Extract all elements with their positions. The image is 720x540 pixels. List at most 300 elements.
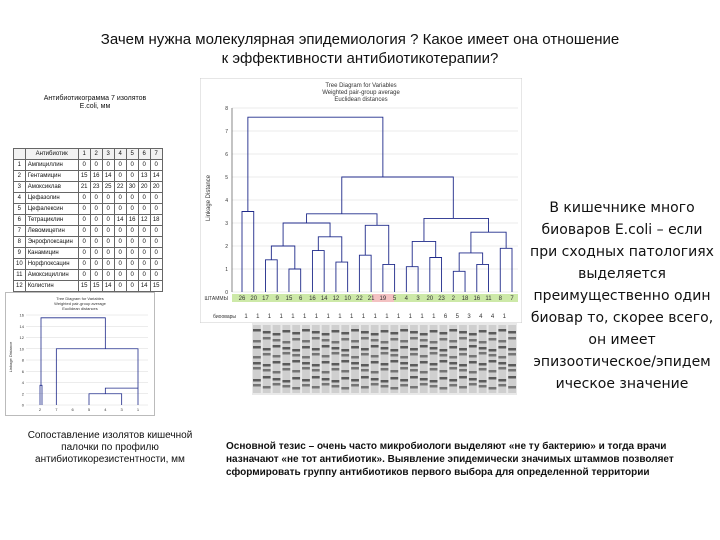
gel-band [253,367,261,370]
gel-lane [282,325,290,393]
biovar-label: 1 [396,314,401,320]
gel-band [430,385,438,388]
gel-band [273,378,281,381]
gel-band [322,339,330,342]
leaf-label: 23 [438,296,445,302]
zone-value: 0 [78,193,90,204]
gel-lane [439,325,447,393]
antibiogram-row [14,204,163,215]
antibiogram-row [14,259,163,270]
gel-band [381,385,389,388]
dendrogram-title: Tree Diagram for Variables [325,83,397,89]
antibiotic-name: Амоксиклав [25,182,78,193]
zone-value: 16 [90,171,102,182]
y-tick-label: 10 [19,346,24,352]
biovar-label: 1 [408,314,413,320]
row-number: 5 [14,204,26,215]
gel-band [371,378,379,381]
zone-value: 0 [126,226,138,237]
gel-band [459,369,467,372]
leaf-label: 10 [344,296,351,302]
leaf-label: 1 [136,407,140,412]
biovar-label: 1 [373,314,377,320]
gel-band [312,353,320,356]
linkage-line [89,394,122,405]
gel-band [498,356,506,359]
gel-band [341,338,349,341]
gel-band [253,329,261,332]
gel-band [302,379,310,382]
gel-band [390,349,398,352]
y-tick-label: 3 [225,221,228,227]
zone-value: 12 [138,215,150,226]
row-number: 4 [14,193,26,204]
gel-band [273,339,281,342]
dendrogram-subtitle: Weighted pair-group average [54,301,106,306]
gel-band [351,362,359,365]
gel-band [420,345,428,348]
gel-band [410,353,418,356]
zone-value: 0 [90,237,102,248]
zone-value: 0 [114,259,126,270]
isolate-header: 7 [150,149,162,160]
gel-band [341,332,349,335]
gel-band [489,349,497,352]
zone-value: 0 [126,193,138,204]
gel-band [469,345,477,348]
gel-band [498,384,506,387]
gel-band [292,387,300,390]
leaf-label: 6 [299,296,303,302]
y-tick-label: 5 [225,175,228,181]
gel-band [469,378,477,381]
gel-lane [292,325,300,393]
gel-band [361,331,369,334]
biovar-label: 1 [338,314,342,320]
gel-band [439,338,447,341]
gel-lane [430,325,438,393]
gel-band [253,346,261,349]
gel-band [420,333,428,336]
gel-band [508,348,516,351]
zone-value: 0 [90,204,102,215]
y-tick-label: 8 [225,106,228,112]
gel-band [361,376,369,379]
zone-value: 0 [90,259,102,270]
zone-value: 22 [114,182,126,193]
gel-band [381,352,389,355]
gel-band [390,370,398,373]
zone-value: 0 [126,270,138,281]
biovar-row-label: биоовары [213,314,236,320]
y-tick-label: 12 [19,335,24,340]
gel-band [292,360,300,363]
gel-lane [332,325,340,393]
leaf-label: 16 [473,296,481,302]
gel-band [361,353,369,356]
zone-value: 0 [114,193,126,204]
gel-band [361,386,369,389]
zone-value: 0 [102,226,114,237]
gel-band [449,367,457,370]
gel-band [263,369,271,372]
gel-band [332,341,340,344]
gel-band [449,356,457,359]
zone-value: 0 [114,248,126,259]
zone-value: 0 [78,248,90,259]
zone-value: 0 [138,193,150,204]
zone-value: 0 [90,193,102,204]
gel-band [400,379,408,382]
biovar-label: 1 [291,314,295,320]
zone-value: 0 [138,204,150,215]
dendrogram-subtitle: Euclidean distances [334,97,388,103]
gel-band [469,339,477,342]
gel-band [371,355,379,358]
leaf-label: 15 [285,296,293,302]
gel-band [449,340,457,343]
gel-band [498,379,506,382]
y-tick-label: 6 [21,368,24,374]
zone-value: 0 [114,270,126,281]
antibiogram-row [14,160,163,171]
isolate-header: 6 [138,149,150,160]
biovar-label: 1 [502,314,506,320]
gel-band [381,341,389,344]
gel-band [469,361,477,364]
zone-value: 15 [90,281,102,292]
zone-value: 14 [102,171,114,182]
gel-band [302,346,310,349]
leaf-label: 22 [356,296,363,302]
gel-band [302,367,310,370]
y-tick-label: 2 [21,391,24,397]
gel-band [292,349,300,352]
gel-band [292,370,300,373]
gel-band [302,356,310,359]
zone-value: 15 [78,281,90,292]
gel-band [263,348,271,351]
leaf-label: 8 [498,296,502,302]
leaf-label: 3 [416,296,420,302]
zone-value: 0 [138,226,150,237]
gel-band [381,363,389,366]
gel-band [282,368,290,371]
gel-band [302,329,310,332]
gel-band [430,363,438,366]
row-number: 10 [14,259,26,270]
gel-band [390,360,398,363]
gel-band [322,345,330,348]
gel-band [410,364,418,367]
leaf-label: 19 [379,296,387,302]
gel-band [410,331,418,334]
gel-band [459,386,467,389]
zone-value: 0 [102,270,114,281]
gel-band [400,329,408,332]
zone-value: 0 [90,215,102,226]
y-tick-label: 2 [225,244,228,250]
row-number: 6 [14,215,26,226]
small-dendrogram [5,292,155,416]
zone-value: 15 [150,281,162,292]
leaf-label: 3 [120,407,123,412]
zone-value: 0 [78,226,90,237]
gel-band [439,332,447,335]
row-number: 9 [14,248,26,259]
antibiotic-name: Норфлоксацин [25,259,78,270]
gel-band [341,354,349,357]
zone-value: 0 [126,281,138,292]
gel-band [479,385,487,388]
gel-band [410,348,418,351]
gel-band [508,353,516,356]
gel-band [390,338,398,341]
gel-band [312,364,320,367]
antibiogram-row [14,193,163,204]
gel-band [361,364,369,367]
gel-lane [508,325,516,393]
gel-band [322,371,330,374]
gel-band [273,383,281,386]
gel-band [430,330,438,333]
gel-lane [381,325,389,393]
zone-value: 0 [102,193,114,204]
antibiogram-row [14,182,163,193]
gel-band [498,346,506,349]
biovar-label: 6 [443,314,448,320]
zone-value: 0 [78,204,90,215]
gel-band [341,377,349,380]
zone-value: 13 [138,171,150,182]
row-number: 3 [14,182,26,193]
gel-band [263,364,271,367]
gel-band [410,337,418,340]
biovar-label: 1 [326,314,330,320]
zone-value: 0 [138,259,150,270]
zone-value: 0 [102,215,114,226]
gel-band [498,362,506,365]
biovar-label: 1 [432,314,436,320]
antibiogram-row [14,281,163,292]
zone-value: 0 [114,226,126,237]
gel-lane [312,325,320,393]
zone-value: 0 [126,259,138,270]
antibiogram-body [14,160,163,292]
gel-band [459,348,467,351]
antibiotic-name: Амоксициллин [25,270,78,281]
leaf-label: 16 [309,296,316,302]
zone-value: 0 [90,270,102,281]
gel-band [332,380,340,383]
gel-lane [498,325,506,393]
gel-band [439,354,447,357]
gel-band [390,332,398,335]
gel-band [449,329,457,332]
zone-value: 0 [138,270,150,281]
gel-band [381,380,389,383]
gel-band [282,385,290,388]
y-axis-label: Linkage Distance [8,341,13,373]
y-tick-label: 1 [225,267,228,273]
gel-band [430,380,438,383]
zone-value: 0 [102,204,114,215]
gel-band [420,339,428,342]
zone-value: 0 [90,160,102,171]
gel-band [489,387,497,390]
gel-lane [459,325,467,393]
biovar-label: 4 [490,314,495,320]
gel-lane [263,325,271,393]
gel-band [420,371,428,374]
y-tick-label: 8 [21,357,24,363]
antibiotic-name: Колистин [25,281,78,292]
gel-lane [479,325,487,393]
row-number: 8 [14,237,26,248]
gel-band [479,347,487,350]
antibiotic-name: Ампициллин [25,160,78,171]
gel-band [430,347,438,350]
gel-band [371,333,379,336]
gel-band [459,331,467,334]
gel-band [498,340,506,343]
leaf-label: 4 [104,407,107,412]
zone-value: 14 [150,171,162,182]
gel-lane [253,325,261,393]
gel-band [508,376,516,379]
row-number: 11 [14,270,26,281]
gel-band [332,363,340,366]
gel-band [400,384,408,387]
gel-band [253,362,261,365]
leaf-label: 20 [250,296,258,302]
gel-band [322,333,330,336]
antibiogram-row [14,171,163,182]
linkage-line [40,385,42,405]
antibiotic-name: Тетрациклин [25,215,78,226]
zone-value: 0 [150,248,162,259]
leaf-label: 7 [55,407,58,412]
zone-value: 0 [78,215,90,226]
slide-title: Зачем нужна молекулярная эпидемиология ? Какое имеет она отношение к эффективности антибиотикотерапии? [100,31,620,67]
linkage-line [41,318,105,386]
zone-value: 25 [102,182,114,193]
antibiotic-name: Канамицин [25,248,78,259]
gel-band [469,383,477,386]
leaf-label: 5 [87,407,91,412]
gel-band [371,339,379,342]
gel-band [312,369,320,372]
gel-band [332,330,340,333]
zone-value: 0 [150,193,162,204]
gel-band [508,337,516,340]
comparison-caption: Сопоставление изолятов кишечной палочки по профилю антибиотикорезистентности, мм [27,430,193,465]
antibiogram-row [14,237,163,248]
gel-band [420,361,428,364]
gel-band [292,354,300,357]
gel-band [390,377,398,380]
y-axis-label: Linkage Distance [206,174,212,222]
gel-band [273,361,281,364]
gel-band [390,387,398,390]
gel-band [302,384,310,387]
zone-value: 0 [114,204,126,215]
leaf-label: 7 [510,296,514,302]
gel-band [351,356,359,359]
gel-band [341,349,349,352]
gel-band [253,384,261,387]
gel-band [322,383,330,386]
gel-band [263,376,271,379]
gel-band [459,337,467,340]
gel-band [498,329,506,332]
antibiotic-name: Энрофлоксацин [25,237,78,248]
leaf-label: 5 [392,296,397,302]
y-tick-label: 16 [19,312,24,318]
gel-lane [390,325,398,393]
zone-value: 14 [138,281,150,292]
gel-band [439,360,447,363]
biovar-label: 1 [420,314,424,320]
gel-band [263,337,271,340]
gel-band [459,353,467,356]
zone-value: 0 [114,160,126,171]
antibiogram-header-row [14,149,163,160]
gel-band [322,361,330,364]
gel-band [312,348,320,351]
biovar-explanation-text: В кишечнике много биоваров E.coli – если при сходных патологиях выделяется преимущественно один биовар то, скорее всего, он имеет эпизоотическое/эпидем ическое значение [530,200,714,392]
gel-electrophoresis-image [252,323,517,395]
gel-lane [341,325,349,393]
gel-band [302,340,310,343]
biovar-label: 1 [256,314,260,320]
gel-band [361,337,369,340]
biovar-label: 5 [455,314,459,320]
zone-value: 0 [78,160,90,171]
biovar-label: 1 [279,314,283,320]
gel-band [489,338,497,341]
antibiogram-row [14,215,163,226]
zone-value: 0 [150,259,162,270]
row-number: 1 [14,160,26,171]
gel-band [469,371,477,374]
gel-band [322,355,330,358]
zone-value: 14 [114,215,126,226]
zone-value: 0 [150,237,162,248]
gel-band [282,330,290,333]
gel-lane [361,325,369,393]
big-dendrogram [200,78,522,323]
antibiogram-row [14,226,163,237]
zone-value: 20 [138,182,150,193]
zone-value: 0 [114,281,126,292]
gel-band [489,377,497,380]
gel-band [479,352,487,355]
gel-band [371,345,379,348]
leaf-label: 12 [332,296,340,302]
gel-lane [410,325,418,393]
gel-band [312,331,320,334]
zone-value: 18 [150,215,162,226]
gel-band [282,341,290,344]
gel-lane [302,325,310,393]
gel-band [489,354,497,357]
gel-band [292,338,300,341]
gel-band [253,379,261,382]
leaf-label: 11 [485,296,492,302]
zone-value: 0 [126,160,138,171]
gel-band [420,378,428,381]
